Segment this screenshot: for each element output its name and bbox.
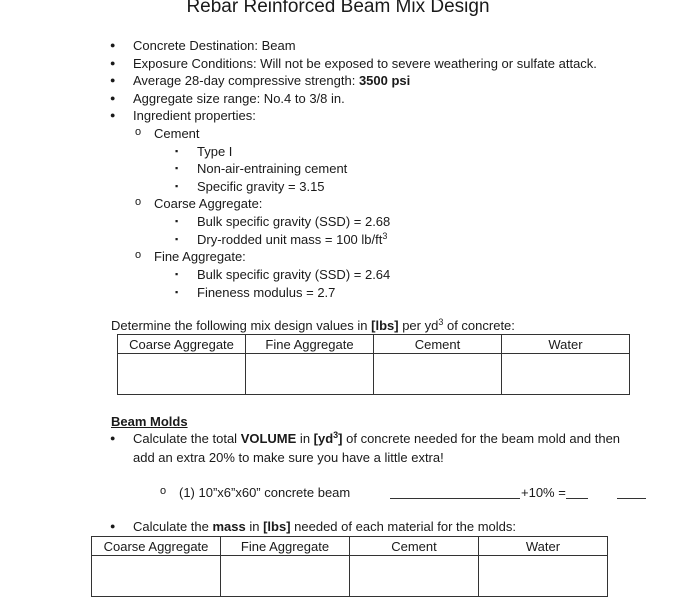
bullet-ingredients: ● Ingredient properties: [133,107,256,124]
answer-cell-fine[interactable] [246,354,374,395]
header-fine-aggregate: Fine Aggregate [221,537,350,556]
coarse-unit-sup: 3 [382,231,388,241]
header-cement: Cement [374,335,502,354]
mass-table [91,536,608,597]
coarse-label: o Coarse Aggregate: [154,195,262,212]
cement-item: ▪ Specific gravity = 3.15 [197,178,325,195]
answer-cell-cement[interactable] [350,556,479,597]
determine-unit: [lbs] [371,318,399,333]
mix-design-table [117,334,630,395]
calc-text-3: of concrete needed for the beam mold and then [342,431,621,446]
mass-text-1: Calculate the [133,519,213,534]
header-coarse-aggregate: Coarse Aggregate [118,335,246,354]
page-title: Rebar Reinforced Beam Mix Design [186,0,490,17]
strength-label: Average 28-day compressive strength: [133,73,359,88]
calc-volume: VOLUME [240,431,297,446]
determine-mid: per yd [398,318,439,333]
volume-answer-blank[interactable] [390,498,520,499]
mass-text-3: needed of each material for the molds: [290,519,517,534]
table-answer-row [118,354,630,395]
bullet-strength [133,72,410,89]
fine-item: ▪ Fineness modulus = 2.7 [197,284,335,301]
beam-molds-heading: Beam Molds [111,414,188,429]
answer-cell-water[interactable] [502,354,630,395]
calc-unit-sup: 3 [333,430,339,440]
calc-unit-close: ] [338,431,343,446]
bullet-destination: ● Concrete Destination: Beam [133,37,296,54]
bullet-mass-calc [133,518,516,535]
answer-cell-coarse[interactable] [92,556,221,597]
determine-prefix: Determine the following mix design values in [111,318,372,333]
coarse-unit-mass: Dry-rodded unit mass = 100 lb/ft [197,232,383,247]
coarse-item: ▪ Bulk specific gravity (SSD) = 2.68 [197,213,390,230]
header-fine-aggregate: Fine Aggregate [246,335,374,354]
cement-label: o Cement [154,125,200,142]
volume-calc-line2: add an extra 20% to make sure you have a little extra! [133,450,444,465]
calc-text-2: in [296,431,314,446]
fine-item: ▪ Bulk specific gravity (SSD) = 2.64 [197,266,390,283]
table-header-row [118,335,630,354]
calc-unit-open: [yd [313,431,334,446]
header-cement: Cement [350,537,479,556]
answer-cell-water[interactable] [479,556,608,597]
table-answer-row [92,556,608,597]
strength-value: 3500 psi [358,73,411,88]
calc-unit [314,431,343,446]
plus-ten-label: +10% = [521,485,566,500]
determine-suffix: of concrete: [443,318,515,333]
answer-cell-cement[interactable] [374,354,502,395]
mass-unit: [lbs] [263,519,291,534]
calc-text-1: Calculate the total [133,431,241,446]
total-answer-blank[interactable] [566,498,588,499]
determine-sup: 3 [438,317,444,327]
mass-text-2: in [245,519,264,534]
bullet-volume-calc [133,430,620,447]
total-answer-blank-2[interactable] [617,498,646,499]
cement-item: ▪ Type I [197,143,232,160]
header-water: Water [502,335,630,354]
beam-item: o (1) 10”x6”x60” concrete beam [179,484,350,501]
bullet-exposure: ● Exposure Conditions: Will not be exposed to severe weathering or sulfate attack. [133,55,597,72]
answer-cell-coarse[interactable] [118,354,246,395]
bullet-aggregate-size: ● Aggregate size range: No.4 to 3/8 in. [133,90,345,107]
coarse-item [197,231,387,248]
header-coarse-aggregate: Coarse Aggregate [92,537,221,556]
cement-item: ▪ Non-air-entraining cement [197,160,347,177]
answer-cell-fine[interactable] [221,556,350,597]
mass-bold: mass [212,519,246,534]
table-header-row [92,537,608,556]
fine-label: o Fine Aggregate: [154,248,246,265]
header-water: Water [479,537,608,556]
determine-instruction [111,317,515,334]
